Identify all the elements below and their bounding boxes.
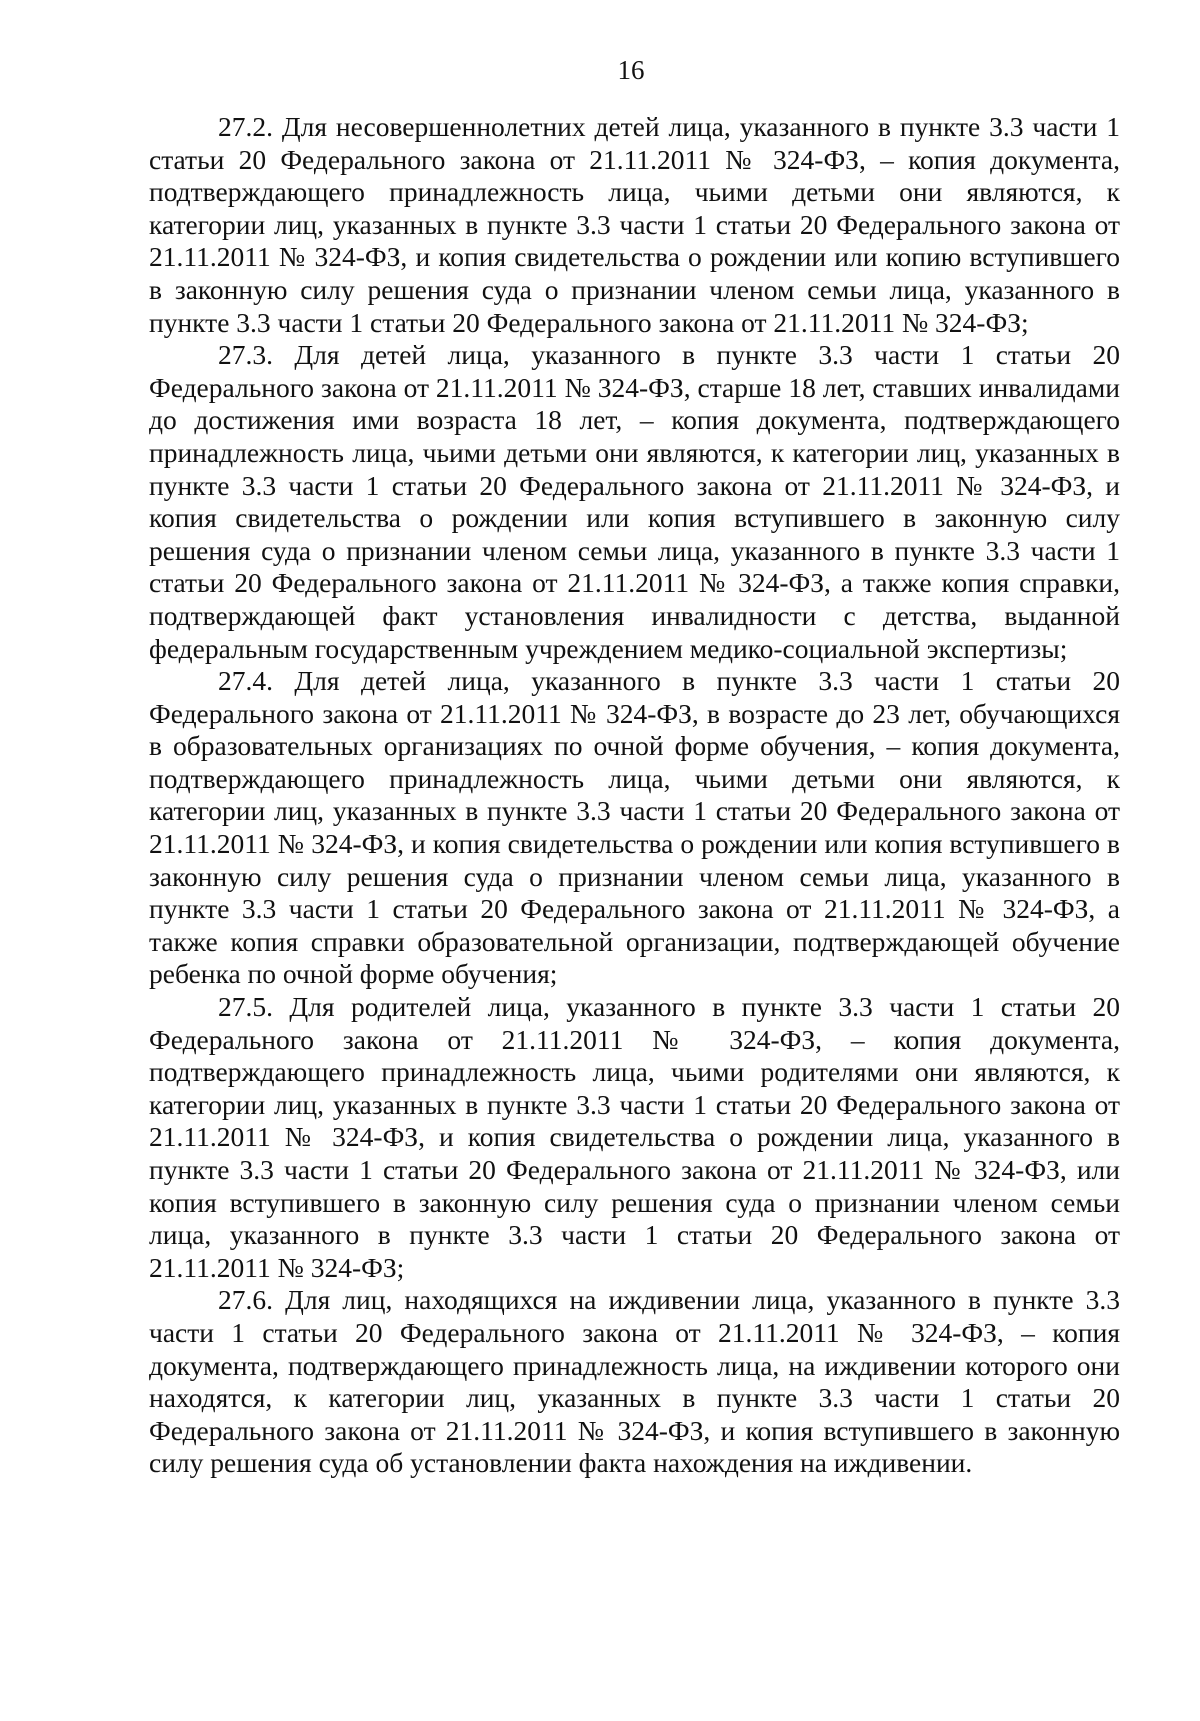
- paragraph-27-4: 27.4. Для детей лица, указанного в пункте 3.3 части 1 статьи 20 Федерального закона от 21.11.2011 № 324-ФЗ, в возрасте до 23 лет, обучающихся в образовательных организациях по очной форме обучения, – копия документа, подтверждающего принадлежность лица, чьими детьми они являются, к категории лиц, указанных в пункте 3.3 части 1 статьи 20 Федерального закона от 21.11.2011 № 324-ФЗ, и копия свидетельства о рождении или копия вступившего в законную силу решения суда о признании членом семьи лица, указанного в пункте 3.3 части 1 статьи 20 Федерального закона от 21.11.2011 № 324-ФЗ, а также копия справки образовательной организации, подтверждающей обучение ребенка по очной форме обучения;: [149, 665, 1120, 990]
- paragraph-27-5: 27.5. Для родителей лица, указанного в пункте 3.3 части 1 статьи 20 Федерального закона от 21.11.2011 № 324-ФЗ, – копия документа, подтверждающего принадлежность лица, чьими родителями они являются, к категории лиц, указанных в пункте 3.3 части 1 статьи 20 Федерального закона от 21.11.2011 № 324-ФЗ, и копия свидетельства о рождении лица, указанного в пункте 3.3 части 1 статьи 20 Федерального закона от 21.11.2011 № 324-ФЗ, или копия вступившего в законную силу решения суда о признании членом семьи лица, указанного в пункте 3.3 части 1 статьи 20 Федерального закона от 21.11.2011 № 324-ФЗ;: [149, 991, 1120, 1283]
- paragraph-27-2: 27.2. Для несовершеннолетних детей лица, указанного в пункте 3.3 части 1 статьи 20 Федерального закона от 21.11.2011 № 324-ФЗ, – копия документа, подтверждающего принадлежность лица, чьими детьми они являются, к категории лиц, указанных в пункте 3.3 части 1 статьи 20 Федерального закона от 21.11.2011 № 324-ФЗ, и копия свидетельства о рождении или копию вступившего в законную силу решения суда о признании членом семьи лица, указанного в пункте 3.3 части 1 статьи 20 Федерального закона от 21.11.2011 № 324-ФЗ;: [149, 111, 1120, 338]
- paragraph-27-3: 27.3. Для детей лица, указанного в пункте 3.3 части 1 статьи 20 Федерального закона от 21.11.2011 № 324-ФЗ, старше 18 лет, ставших инвалидами до достижения ими возраста 18 лет, – копия документа, подтверждающего принадлежность лица, чьими детьми они являются, к категории лиц, указанных в пункте 3.3 части 1 статьи 20 Федерального закона от 21.11.2011 № 324-ФЗ, и копия свидетельства о рождении или копия вступившего в законную силу решения суда о признании членом семьи лица, указанного в пункте 3.3 части 1 статьи 20 Федерального закона от 21.11.2011 № 324-ФЗ, а также копия справки, подтверждающей факт установления инвалидности с детства, выданной федеральным государственным учреждением медико-социальной экспертизы;: [149, 339, 1120, 664]
- page-number: 16: [617, 55, 645, 85]
- paragraph-27-6: 27.6. Для лиц, находящихся на иждивении лица, указанного в пункте 3.3 части 1 статьи 20 Федерального закона от 21.11.2011 № 324-ФЗ, – копия документа, подтверждающего принадлежность лица, на иждивении которого они находятся, к категории лиц, указанных в пункте 3.3 части 1 статьи 20 Федерального закона от 21.11.2011 № 324-ФЗ, и копия вступившего в законную силу решения суда об установлении факта нахождения на иждивении.: [149, 1284, 1120, 1479]
- document-body: [149, 111, 1120, 1480]
